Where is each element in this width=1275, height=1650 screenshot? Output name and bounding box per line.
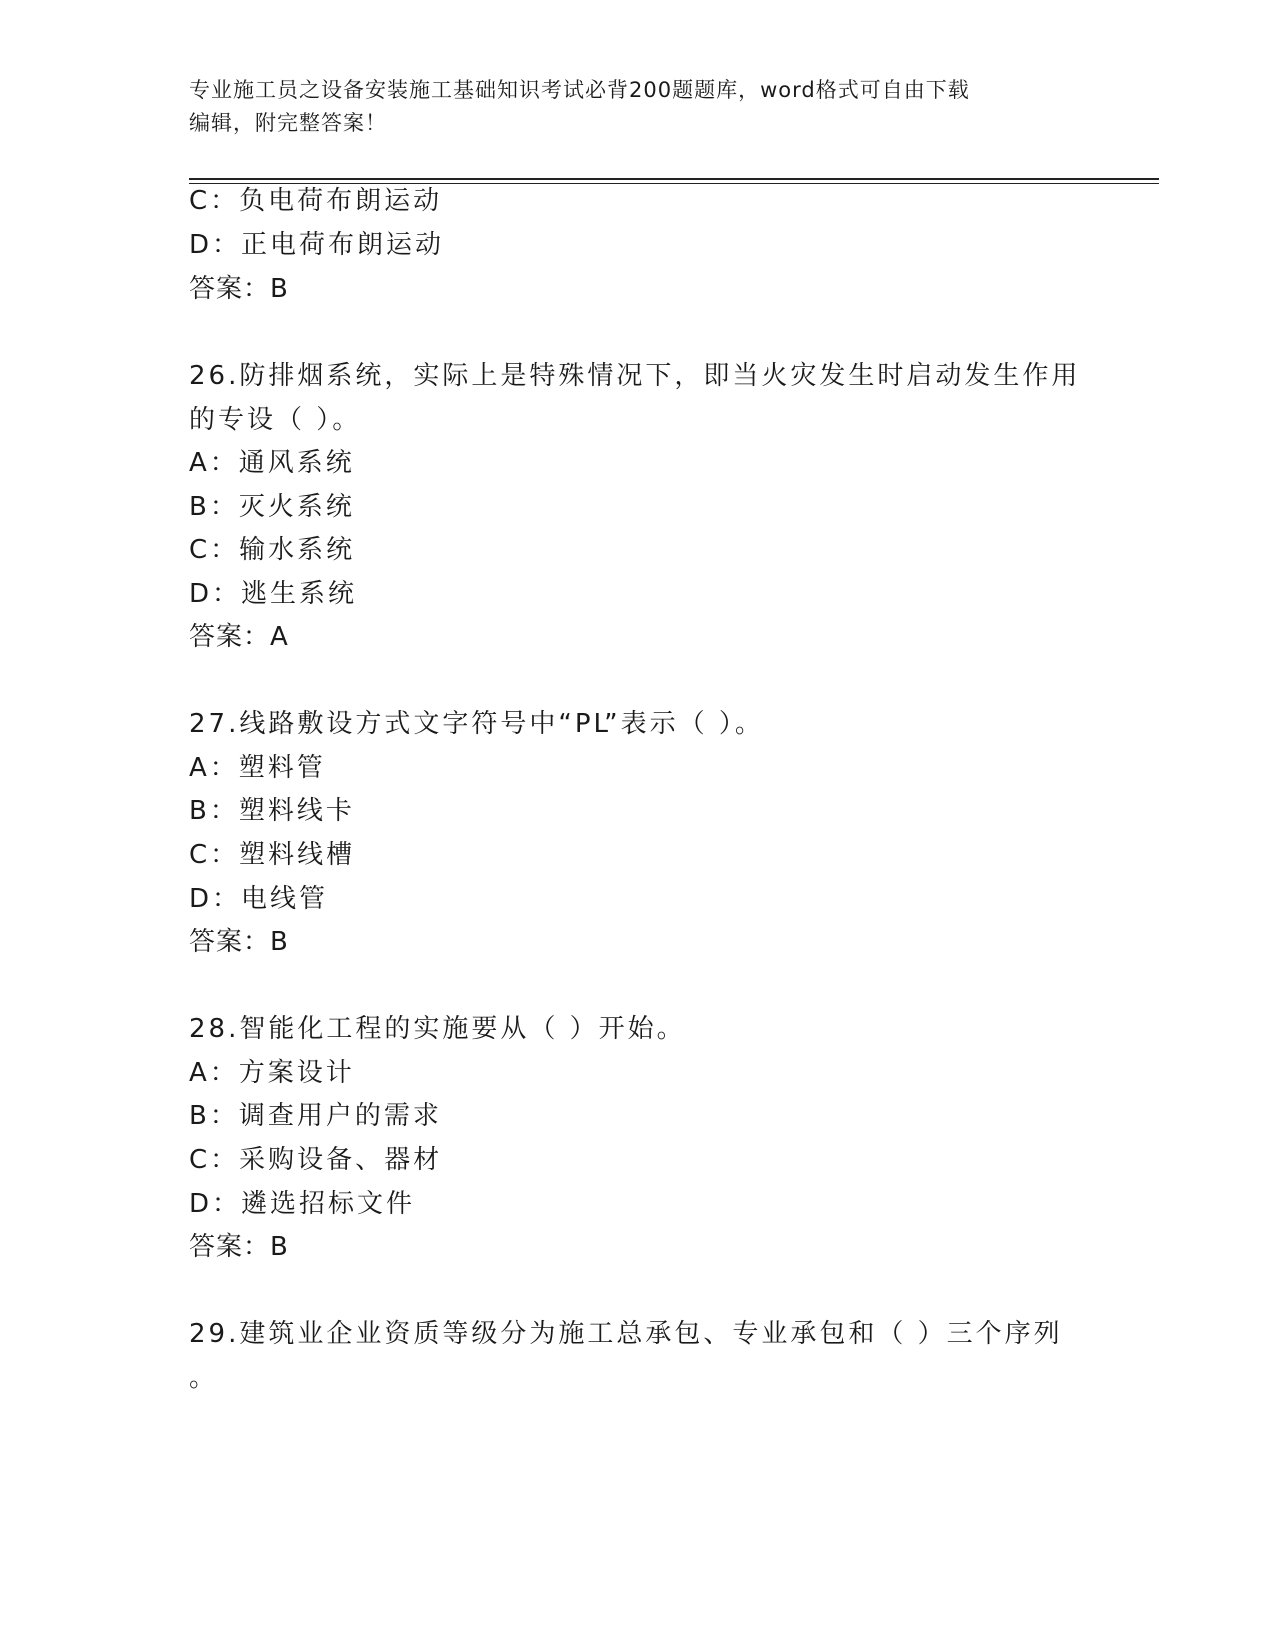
q28-option-a: A：方案设计 bbox=[189, 1058, 355, 1088]
q29-stem-line-2: 。 bbox=[189, 1363, 219, 1393]
q26-stem-line-2: 的专设（ ）。 bbox=[189, 405, 362, 435]
q27-option-a: A：塑料管 bbox=[189, 753, 326, 783]
q26-option-b: B：灭火系统 bbox=[189, 492, 355, 522]
q25-answer: 答案：B bbox=[189, 274, 289, 304]
document-header bbox=[189, 74, 1069, 140]
q26-option-c: C：输水系统 bbox=[189, 535, 356, 565]
q26-answer: 答案：A bbox=[189, 622, 289, 652]
q28-option-d: D：遴选招标文件 bbox=[189, 1189, 416, 1219]
q26-option-a: A：通风系统 bbox=[189, 448, 355, 478]
q28-option-b: B：调查用户的需求 bbox=[189, 1101, 442, 1131]
q26-stem-line-1: 26.防排烟系统，实际上是特殊情况下，即当火灾发生时启动发生作用 bbox=[189, 361, 1081, 391]
header-divider-thick bbox=[189, 178, 1159, 180]
q26-option-d: D：逃生系统 bbox=[189, 579, 358, 609]
q25-option-d: D：正电荷布朗运动 bbox=[189, 230, 445, 260]
q28-option-c: C：采购设备、器材 bbox=[189, 1145, 443, 1175]
q28-stem: 28.智能化工程的实施要从（ ）开始。 bbox=[189, 1014, 686, 1044]
q27-option-b: B：塑料线卡 bbox=[189, 796, 355, 826]
q28-answer: 答案：B bbox=[189, 1232, 289, 1262]
q29-stem-line-1: 29.建筑业企业资质等级分为施工总承包、专业承包和（ ）三个序列 bbox=[189, 1319, 1063, 1349]
header-divider-thin bbox=[189, 183, 1159, 184]
q25-option-c: C：负电荷布朗运动 bbox=[189, 186, 443, 216]
q27-answer: 答案：B bbox=[189, 927, 289, 957]
q27-stem: 27.线路敷设方式文字符号中“PL”表示（ ）。 bbox=[189, 709, 764, 739]
q27-option-c: C：塑料线槽 bbox=[189, 840, 356, 870]
header-line-2: 编辑，附完整答案！ bbox=[189, 111, 387, 135]
header-line-1: 专业施工员之设备安装施工基础知识考试必背200题题库，word格式可自由下载 bbox=[189, 78, 970, 102]
q27-option-d: D：电线管 bbox=[189, 884, 329, 914]
